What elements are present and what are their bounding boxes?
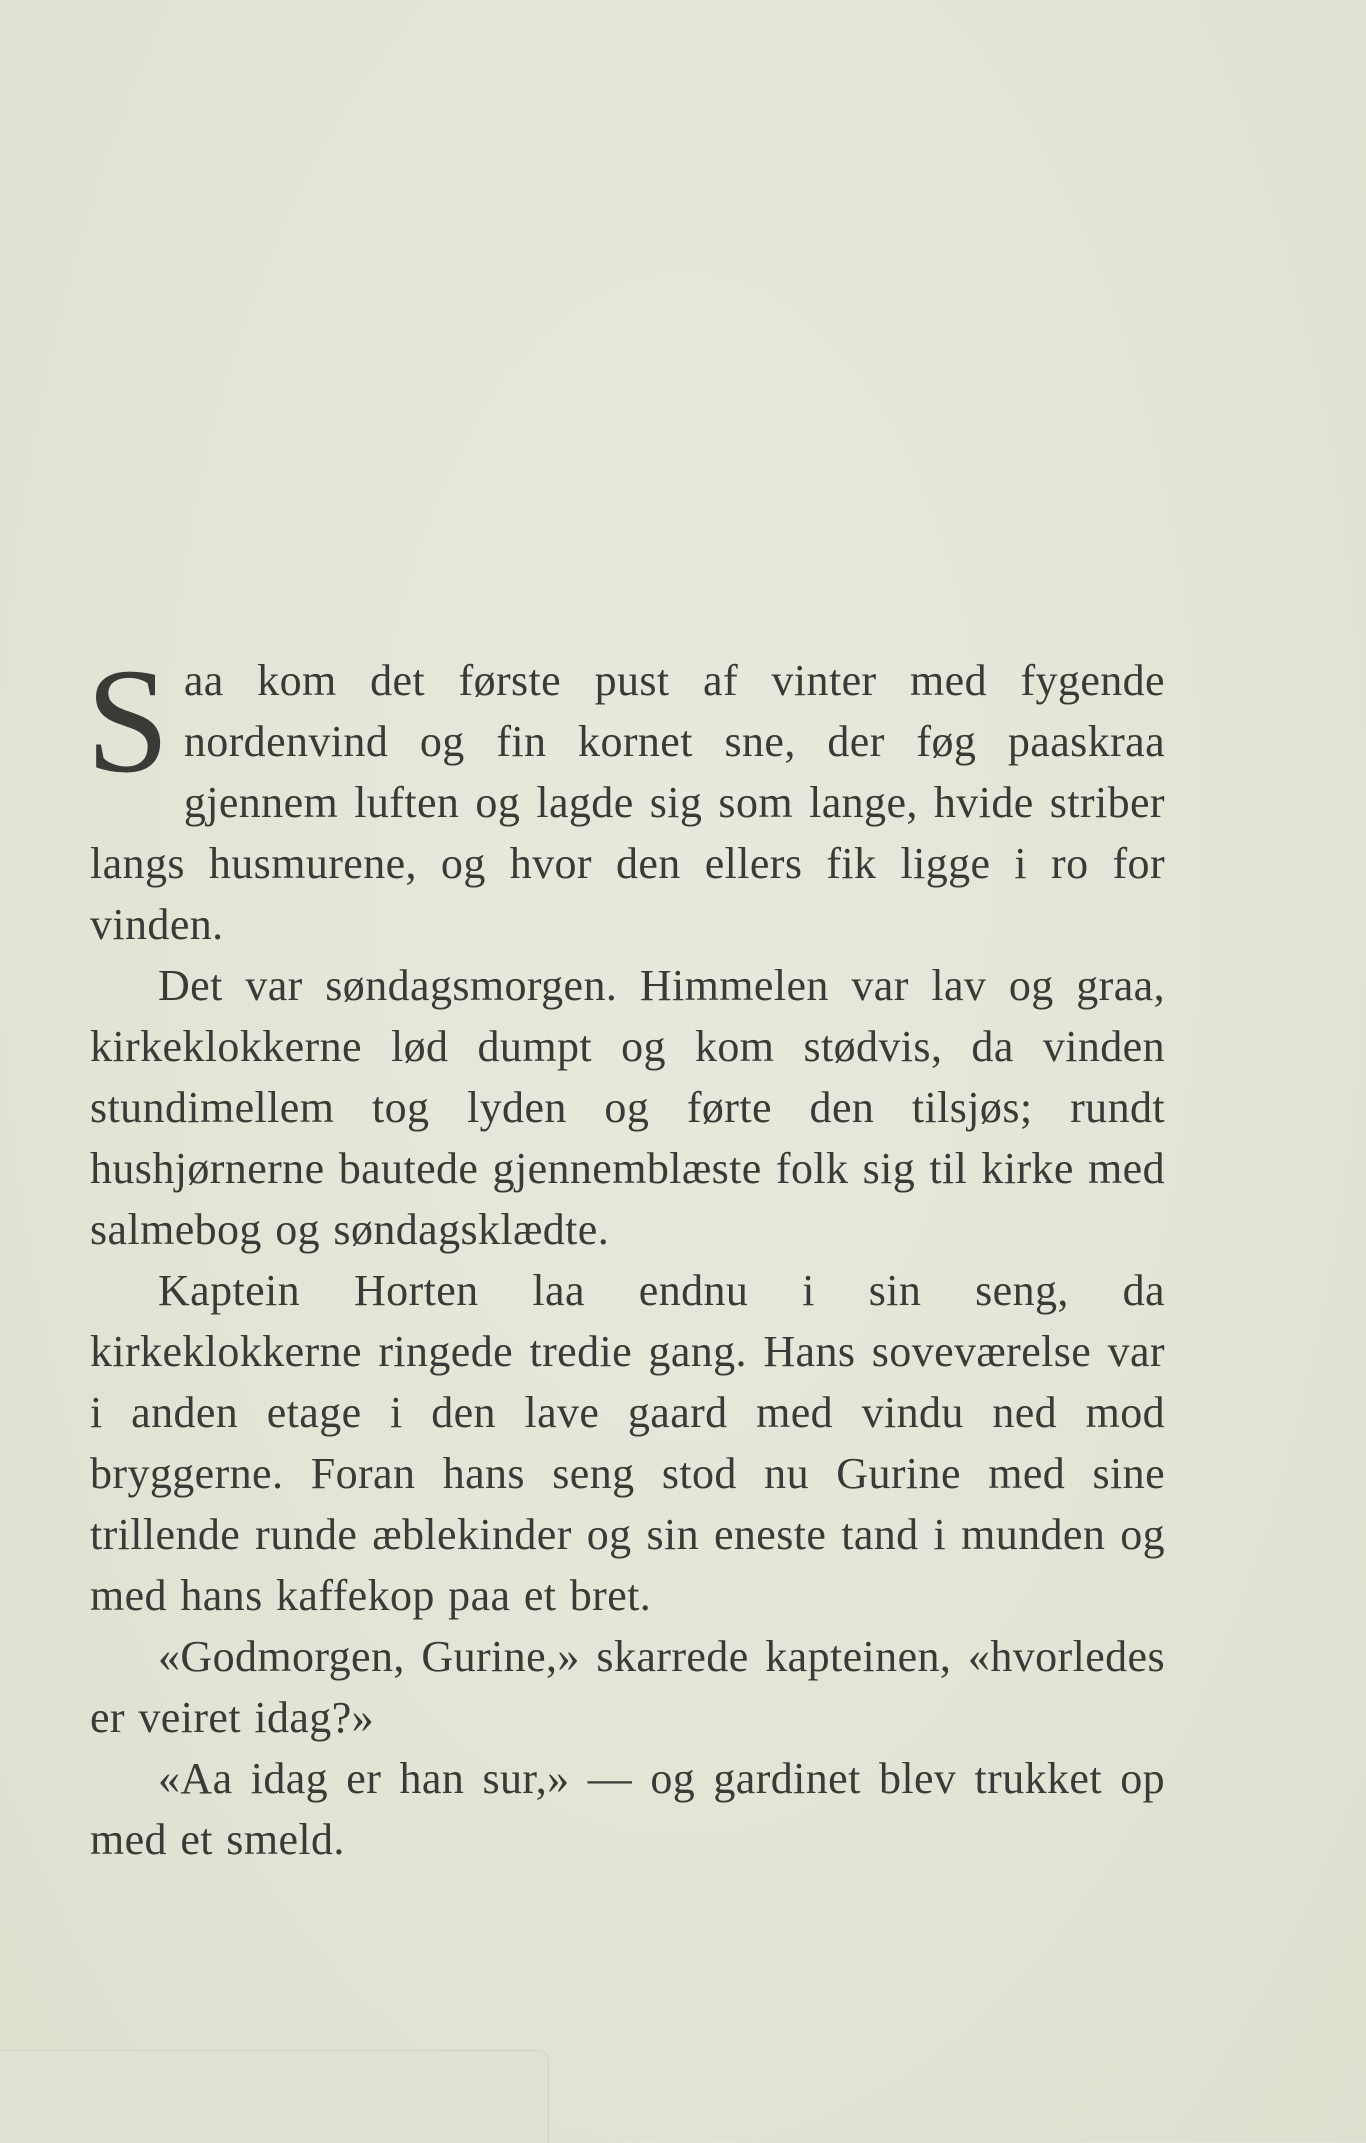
paragraph-1-text: aa kom det første pust af vinter med fygende nordenvind og fin kornet sne, der føg paaskraa gjennem luften og lagde sig som lange, hvide striber langs husmurene, og hvor den ellers fik ligge i ro for vinden. xyxy=(90,656,1165,949)
drop-cap: S xyxy=(86,638,170,804)
paragraph-1 xyxy=(86,638,1165,955)
page-edge-shadow xyxy=(0,2050,549,2143)
paragraph-2: Det var søndagsmorgen. Himmelen var lav og graa, kirkeklokkerne lød dumpt og kom stødvis, da vinden stundimellem tog lyden og førte den tilsjøs; rundt hushjørnerne bautede gjennemblæste folk sig til kirke med salmebog og søndagsklædte. xyxy=(90,961,1165,1254)
paragraph-3: Kaptein Horten laa endnu i sin seng, da kirkeklokkerne ringede tredie gang. Hans soveværelse var i anden etage i den lave gaard med vindu ned mod bryggerne. Foran hans seng stod nu Gurine med sine trillende runde æblekinder og sin eneste tand i munden og med hans kaffekop paa et bret. xyxy=(90,1266,1165,1620)
paragraph-4: «Godmorgen, Gurine,» skarrede kapteinen, «hvorledes er veiret idag?» xyxy=(90,1632,1165,1742)
paragraph-5: «Aa idag er han sur,» — og gardinet blev trukket op med et smeld. xyxy=(90,1754,1165,1864)
body-text xyxy=(86,638,1165,1870)
